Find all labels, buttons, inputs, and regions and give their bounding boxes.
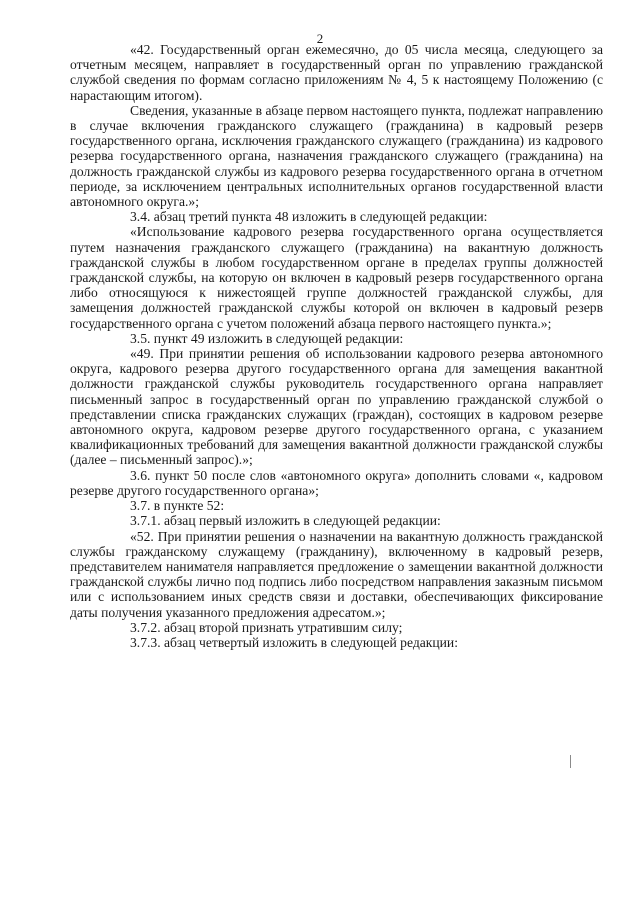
paragraph-49-text: «49. При принятии решения об использовании кадрового резерва автономного округа, кадрового резерва другого государственного органа для замещения вакантной должности гражданской службы руководитель государственного органа направляет письменный запрос в государственный орган по управлению гражданской службой о представлении списка гражданских служащих (граждан), состоящих в кадровом резерве автономного округа, кадровом резерве другого государственного органа, с указанием квалификационных требований для замещения вакантной должности гражданской службы (далее – письменный запрос).»;	[70, 346, 603, 468]
scan-mark	[570, 755, 571, 768]
paragraph-52-text: «52. При принятии решения о назначении на вакантную должность гражданской службы гражданскому служащему (гражданину), включенному в кадровый резерв, представителем нанимателя направляется предложение о замещении вакантной должности гражданской службы лично под подпись либо посредством направления заказным письмом или с использованием иных средств связи и доставки, обеспечивающих фиксирование даты получения указанного предложения адресатом.»;	[70, 528, 603, 620]
amendment-3-7-1: 3.7.1. абзац первый изложить в следующей редакции:	[130, 513, 441, 529]
page-number: 2	[316, 31, 324, 46]
amendment-3-7-2: 3.7.2. абзац второй признать утратившим силу;	[130, 619, 403, 635]
document-body	[70, 42, 603, 650]
paragraph-48-text: «Использование кадрового резерва государственного органа осуществляется путем назначения гражданского служащего (гражданина) на вакантную должность гражданской службы в любом государственном органе в пределах группы должностей гражданской службы, на которую он включен в кадровый резерв государственного органа либо относящуюся к нижестоящей группе должностей гражданской службы, для замещения должностей гражданской службы которой он включен в кадровый резерв государственного органа с учетом положений абзаца первого настоящего пункта.»;	[70, 224, 603, 331]
amendment-3-6: 3.6. пункт 50 после слов «автономного округа» дополнить словами «, кадровом резерве другого государственного органа»;	[70, 467, 603, 498]
paragraph-42-details: Сведения, указанные в абзаце первом настоящего пункта, подлежат направлению в случае включения гражданского служащего (гражданина) в кадровый резерв государственного органа, исключения гражданского служащего (гражданина) из кадрового резерва государственного органа, назначения гражданского служащего (гражданина) на должность гражданской службы из кадрового резерва государственного органа в отчетном периоде, за исключением центральных исполнительных органов государственной власти автономного округа.»;	[70, 102, 603, 210]
amendment-3-7: 3.7. в пункте 52:	[130, 498, 225, 514]
paragraph-42: «42. Государственный орган ежемесячно, до 05 числа месяца, следующего за отчетным месяцем, направляет в государственный орган по управлению гражданской службой сведения по формам согласно приложениям № 4, 5 к настоящему Положению (с нарастающим итогом).	[70, 42, 603, 103]
amendment-3-5: 3.5. пункт 49 изложить в следующей редакции:	[130, 330, 404, 346]
amendment-3-4: 3.4. абзац третий пункта 48 изложить в следующей редакции:	[130, 209, 488, 225]
amendment-3-7-3: 3.7.3. абзац четвертый изложить в следующей редакции:	[130, 634, 458, 650]
